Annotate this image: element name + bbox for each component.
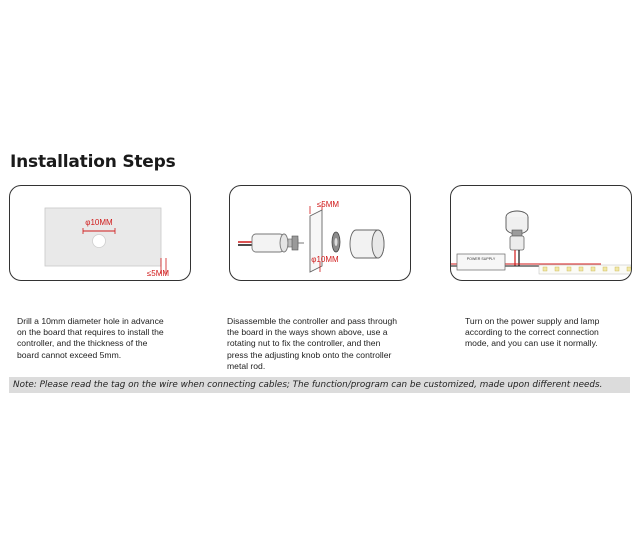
caption-line: mode, and you can use it normally.: [465, 338, 598, 349]
caption-line: controller, and the thickness of the: [17, 338, 148, 349]
caption-line: Drill a 10mm diameter hole in advance: [17, 316, 164, 326]
step-3-panel: [450, 185, 632, 281]
caption-line: board cannot exceed 5mm.: [17, 349, 122, 360]
caption-line: Disassemble the controller and pass through: [227, 316, 398, 326]
caption-line: the board in the ways shown above, use a: [227, 327, 388, 338]
diameter-label: φ10MM: [311, 255, 339, 264]
thickness-label: ≤5MM: [316, 200, 340, 209]
diameter-label: φ10MM: [85, 218, 113, 227]
drilled-hole: [93, 235, 106, 248]
controller-body: [512, 230, 522, 236]
caption-line: Turn on the power supply and lamp: [465, 316, 600, 326]
step-3-caption: [465, 316, 599, 350]
step-1-panel: [9, 185, 191, 281]
caption-line: metal rod.: [227, 360, 266, 371]
step-2-illustration: [230, 186, 410, 280]
thickness-label: ≤5MM: [146, 269, 170, 278]
note-banner: Note: Please read the tag on the wire when connecting cables; The function/program can be customized, made upon different needs.: [9, 377, 630, 393]
step-2-panel: [229, 185, 411, 281]
caption-line: press the adjusting knob onto the controller: [227, 349, 392, 360]
power-supply-label: POWER SUPPLY: [466, 257, 496, 261]
step-1-caption: [17, 316, 164, 361]
caption-line: rotating nut to fix the controller, and then: [227, 338, 381, 349]
caption-line: on the board that requires to install the: [17, 327, 164, 338]
page-title: Installation Steps: [10, 152, 176, 172]
step-1-illustration: [10, 186, 190, 280]
controller-body: [252, 234, 284, 252]
step-2-caption: [227, 316, 397, 372]
caption-line: according to the correct connection: [465, 327, 599, 338]
step-3-illustration: [451, 186, 631, 280]
